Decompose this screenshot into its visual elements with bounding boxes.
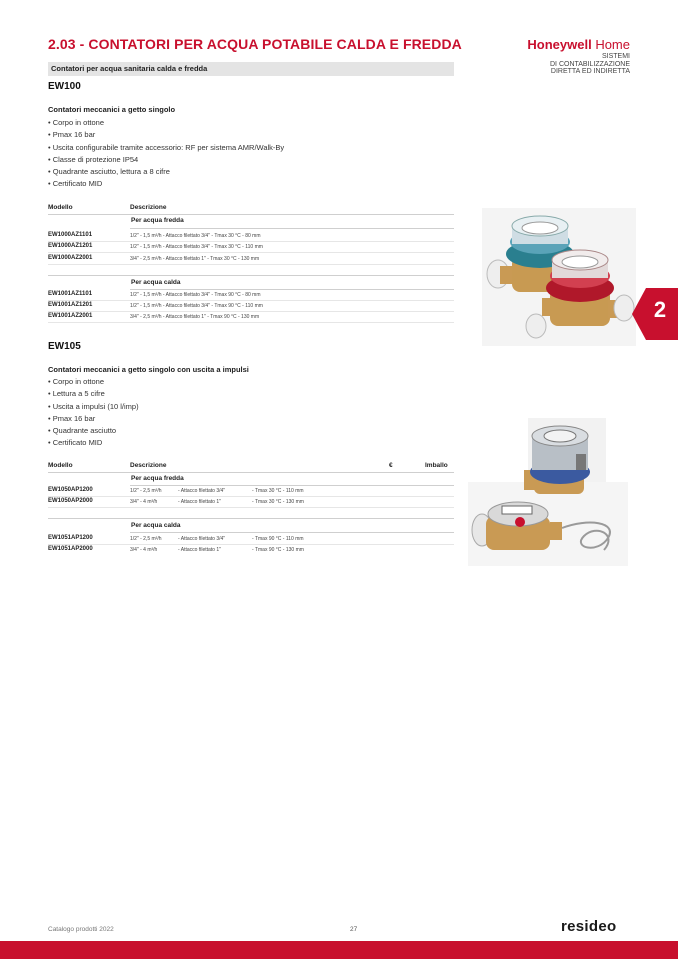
list-item: • Certificato MID	[48, 178, 284, 190]
table-row-desc: - Tmax 30 °C - 130 mm	[252, 499, 304, 505]
table-row-desc: 1/2" - 1,5 m³/h - Attacco filettato 3/4" - Tmax 90 °C - 80 mm	[130, 292, 261, 298]
list-item: • Quadrante asciutto, lettura a 8 cifre	[48, 166, 284, 178]
list-item: • Corpo in ottone	[48, 117, 284, 129]
col-header-desc: Descrizione	[130, 204, 167, 211]
table-row-desc: - Tmax 90 °C - 110 mm	[252, 536, 304, 542]
group-hot: Per acqua calda	[131, 279, 181, 286]
table-row-code: EW1001AZ1101	[48, 291, 93, 297]
divider	[48, 275, 454, 276]
resideo-logo: resideo	[561, 918, 617, 935]
divider	[130, 289, 454, 290]
row-divider	[48, 300, 454, 301]
divider	[48, 214, 454, 215]
table-row-code: EW1000AZ1201	[48, 243, 93, 249]
table-row-code: EW1000AZ1101	[48, 232, 93, 238]
list-item: • Uscita configurabile tramite accessorio: RF per sistema AMR/Walk-By	[48, 142, 284, 154]
ew100-subtitle: Contatori meccanici a getto singolo	[48, 105, 176, 114]
table-row-code: EW1051AP2000	[48, 546, 93, 552]
list-item: • Corpo in ottone	[48, 376, 139, 388]
chapter-tab-label: 2	[653, 297, 667, 322]
table-row-desc: - Attacco filettato 3/4"	[178, 536, 226, 542]
footer-red-bar	[0, 941, 678, 959]
col-header-model: Modello	[48, 462, 73, 469]
table-row-desc: - Tmax 30 °C - 110 mm	[252, 488, 304, 494]
table-row-desc: 3/4" - 2,5 m³/h - Attacco filettato 1" - Tmax 90 °C - 130 mm	[130, 314, 260, 320]
ew105-feature-list	[48, 376, 139, 450]
row-divider	[48, 496, 454, 497]
table-row-desc: - Attacco filettato 1"	[178, 547, 221, 553]
row-divider	[48, 507, 454, 508]
table-row-code: EW1050AP2000	[48, 498, 93, 504]
table-row-desc: 1/2" - 1,5 m³/h - Attacco filettato 3/4" - Tmax 90 °C - 110 mm	[130, 303, 263, 309]
section-bar	[48, 62, 454, 76]
row-divider	[48, 544, 454, 545]
list-item: • Lettura a 5 cifre	[48, 388, 139, 400]
brand-main: Honeywell	[527, 37, 592, 52]
row-divider	[48, 311, 454, 312]
group-hot: Per acqua calda	[131, 522, 181, 529]
ew105-subtitle: Contatori meccanici a getto singolo con uscita a impulsi	[48, 365, 249, 374]
table-row-code: EW1001AZ1201	[48, 302, 93, 308]
brand-sub-line: DIRETTA ED INDIRETTA	[550, 68, 630, 75]
ew100-feature-list	[48, 117, 284, 191]
table-row-code: EW1000AZ2001	[48, 255, 93, 261]
divider	[48, 472, 454, 473]
list-item: • Classe di protezione IP54	[48, 154, 284, 166]
brand-home: Home	[595, 37, 630, 52]
row-divider	[48, 264, 454, 265]
divider	[130, 228, 454, 229]
list-item: • Uscita a impulsi (10 l/imp)	[48, 401, 139, 413]
table-row-desc: 3/4" - 2,5 m³/h - Attacco filettato 1" - Tmax 30 °C - 130 mm	[130, 256, 260, 262]
ew100-heading: EW100	[48, 81, 81, 92]
footer-catalog: Catalogo prodotti 2022	[48, 926, 114, 933]
section-bar-label: Contatori per acqua sanitaria calda e fredda	[51, 64, 208, 73]
ew105-heading: EW105	[48, 341, 81, 352]
table-row-desc: 1/2" - 2,5 m³/h	[130, 488, 162, 494]
list-item: • Certificato MID	[48, 437, 139, 449]
ew105-product-image	[468, 418, 628, 566]
table-row-desc: 1/2" - 1,5 m³/h - Attacco filettato 3/4" - Tmax 30 °C - 110 mm	[130, 244, 263, 250]
group-cold: Per acqua fredda	[131, 217, 184, 224]
group-cold: Per acqua fredda	[131, 475, 184, 482]
table-row-code: EW1001AZ2001	[48, 313, 93, 319]
page-title: 2.03 - CONTATORI PER ACQUA POTABILE CALDA E FREDDA	[48, 36, 462, 52]
col-header-model: Modello	[48, 204, 73, 211]
table-row-desc: - Attacco filettato 3/4"	[178, 488, 226, 494]
brand-subtitle	[470, 53, 630, 76]
honeywell-home-logo	[527, 37, 630, 52]
row-divider	[48, 252, 454, 253]
ew100-product-image	[482, 208, 636, 346]
divider	[130, 532, 454, 533]
table-row-desc: - Attacco filettato 1"	[178, 499, 221, 505]
table-row-desc: 3/4" - 4 m³/h	[130, 499, 158, 505]
list-item: • Pmax 16 bar	[48, 413, 139, 425]
col-header-desc: Descrizione	[130, 462, 167, 469]
col-header-pack: Imballo	[425, 462, 448, 469]
row-divider	[48, 322, 454, 323]
page-number: 27	[350, 926, 358, 933]
brand-sub-line: SISTEMI	[601, 53, 630, 60]
list-item: • Pmax 16 bar	[48, 129, 284, 141]
table-row-desc: 3/4" - 4 m³/h	[130, 547, 158, 553]
table-row-code: EW1051AP1200	[48, 535, 93, 541]
col-header-euro: €	[389, 462, 393, 469]
divider	[48, 518, 454, 519]
list-item: • Quadrante asciutto	[48, 425, 139, 437]
row-divider	[48, 241, 454, 242]
divider	[130, 485, 454, 486]
table-row-desc: - Tmax 90 °C - 130 mm	[252, 547, 304, 553]
brand-sub-line: DI CONTABILIZZAZIONE	[550, 60, 630, 68]
table-row-desc: 1/2" - 2,5 m³/h	[130, 536, 162, 542]
table-row-code: EW1050AP1200	[48, 487, 93, 493]
table-row-desc: 1/2" - 1,5 m³/h - Attacco filettato 3/4" - Tmax 30 °C - 80 mm	[130, 233, 261, 239]
